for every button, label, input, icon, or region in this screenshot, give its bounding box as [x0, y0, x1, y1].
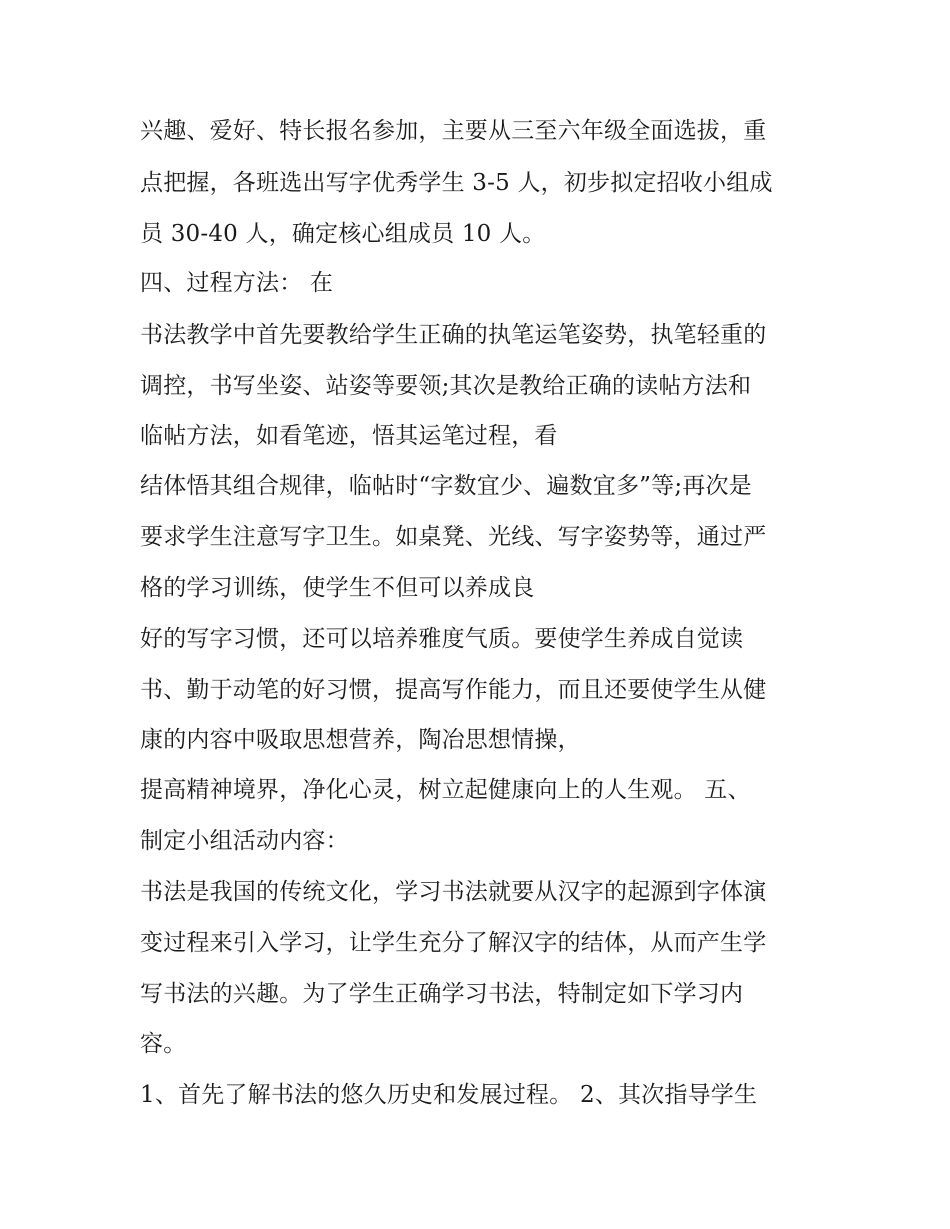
- section-heading: 制定小组活动内容：: [140, 828, 349, 854]
- text-line: 书法是我国的传统文化，学习书法就要从汉字的起源到字体演: [140, 879, 767, 905]
- text-line: 格的学习训练，使学生不但可以养成良: [140, 575, 535, 601]
- text-line: 容。: [140, 1031, 187, 1057]
- text-line: 变过程来引入学习，让学生充分了解汉字的结体，从而产生学: [140, 930, 767, 956]
- text-line: 点把握，各班选出写字优秀学生 3-5 人，初步拟定招收小组成: [140, 170, 773, 196]
- text-line: 员 30-40 人，确定核心组成员 10 人。: [140, 221, 546, 247]
- text-line: 康的内容中吸取思想营养，陶冶思想情操，: [140, 727, 581, 753]
- text-line: 兴趣、爱好、特长报名参加，主要从三至六年级全面选拔，重: [140, 118, 767, 144]
- text-line: 临帖方法，如看笔迹，悟其运笔过程，看: [140, 423, 558, 449]
- text-line: 要求学生注意写字卫生。如桌凳、光线、写字姿势等，通过严: [140, 524, 767, 550]
- text-line: 调控，书写坐姿、站姿等要领;其次是教给正确的读帖方法和: [140, 373, 752, 399]
- text-line: 写书法的兴趣。为了学生正确学习书法，特制定如下学习内: [140, 981, 744, 1007]
- section-heading: 四、过程方法： 在: [140, 270, 334, 296]
- text-line: 书法教学中首先要教给学生正确的执笔运笔姿势，执笔轻重的: [140, 322, 767, 348]
- text-line: 提高精神境界，净化心灵，树立起健康向上的人生观。 五、: [140, 777, 751, 803]
- text-line: 1、首先了解书法的悠久历史和发展过程。 2、其次指导学生: [140, 1082, 758, 1108]
- text-line: 书、勤于动笔的好习惯，提高写作能力，而且还要使学生从健: [140, 677, 767, 703]
- text-line: 结体悟其组合规律，临帖时“字数宜少、遍数宜多”等;再次是: [140, 473, 752, 499]
- text-line: 好的写字习惯，还可以培养雅度气质。要使学生养成自觉读: [140, 626, 744, 652]
